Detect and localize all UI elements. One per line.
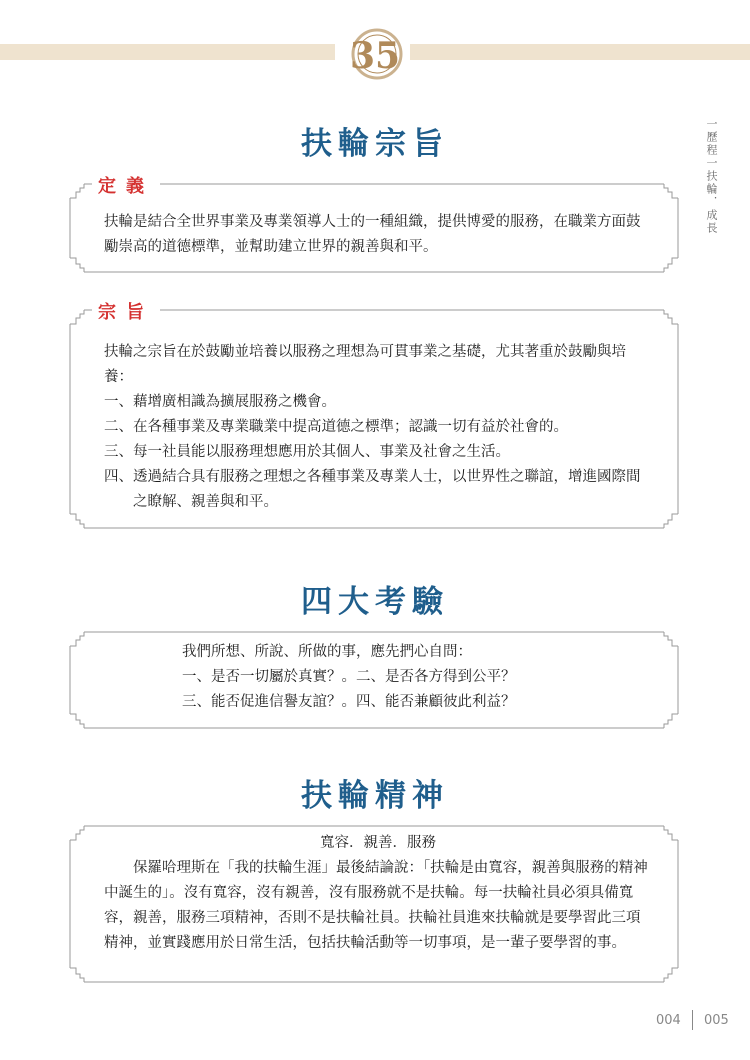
purpose-item: 二、 在各種事業及專業職業中提高道德之標準；認識一切有益於社會的。 <box>104 419 568 435</box>
purpose-intro: 扶輪之宗旨在於鼓勵並培養以服務之理想為可貫事業之基礎，尤其著重於鼓勵與培養： <box>104 344 626 385</box>
anniversary-logo <box>340 22 410 86</box>
definition-frame <box>70 176 678 272</box>
definition-text: 扶輪是結合全世界事業及專業領導人士的一種組織，提供博愛的服務，在職業方面鼓勵崇高的道德標準，並幫助建立世界的親善與和平。 <box>104 214 641 255</box>
svg-text:35: 35 <box>349 35 401 77</box>
page-number-right: 005 <box>704 1013 729 1028</box>
section-title-purpose: 扶輪宗旨 <box>301 126 449 162</box>
spirit-frame <box>70 826 678 982</box>
label-definition: 定義 <box>92 172 160 198</box>
spirit-text: 保羅哈理斯在「我的扶輪生涯」最後結論說：「扶輪是由寬容，親善與服務的精神中誕生的」。沒有寬容，沒有親善，沒有服務就不是扶輪。每一扶輪社員必須具備寬容，親善，服務三項精神，否則不是扶輪社員。扶輪社員進來扶輪就是要學習此三項精神，並實踐應用於日常生活，包括扶輪活動等一切事項，是一輩子要學習的事。 <box>104 860 648 951</box>
purpose-item: 三、 每一社員能以服務理想應用於其個人、事業及社會之生活。 <box>104 444 510 460</box>
purpose-item: 四、 透過結合具有服務之理想之各種事業及專業人士，以世界性之聯誼，增進國際間之瞭解、親善與和平。 <box>104 469 641 510</box>
side-nav-breadcrumb: 一歷程一扶輪．成長 <box>705 118 718 235</box>
section-title-four-way-test: 四大考驗 <box>301 584 449 620</box>
four-way-test-frame <box>70 632 678 728</box>
section-title-spirit: 扶輪精神 <box>301 778 449 814</box>
spirit-subtitle: 寬容．親善．服務 <box>320 835 436 851</box>
label-purpose: 宗旨 <box>92 298 160 324</box>
page-number-divider <box>692 1010 693 1030</box>
page-number-left: 004 <box>656 1013 681 1028</box>
top-band-left <box>0 44 335 60</box>
purpose-frame <box>70 302 678 528</box>
top-band-right <box>410 44 750 60</box>
four-way-test-line: 一、是否一切屬於真實？。二、是否各方得到公平？ <box>182 669 516 685</box>
four-way-test-line: 三、能否促進信譽友誼？。四、能否兼顧彼此利益？ <box>182 694 516 710</box>
four-way-test-line: 我們所想、所說、所做的事，應先捫心自問： <box>182 644 472 660</box>
purpose-item: 一、 藉增廣相識為擴展服務之機會。 <box>104 394 336 410</box>
